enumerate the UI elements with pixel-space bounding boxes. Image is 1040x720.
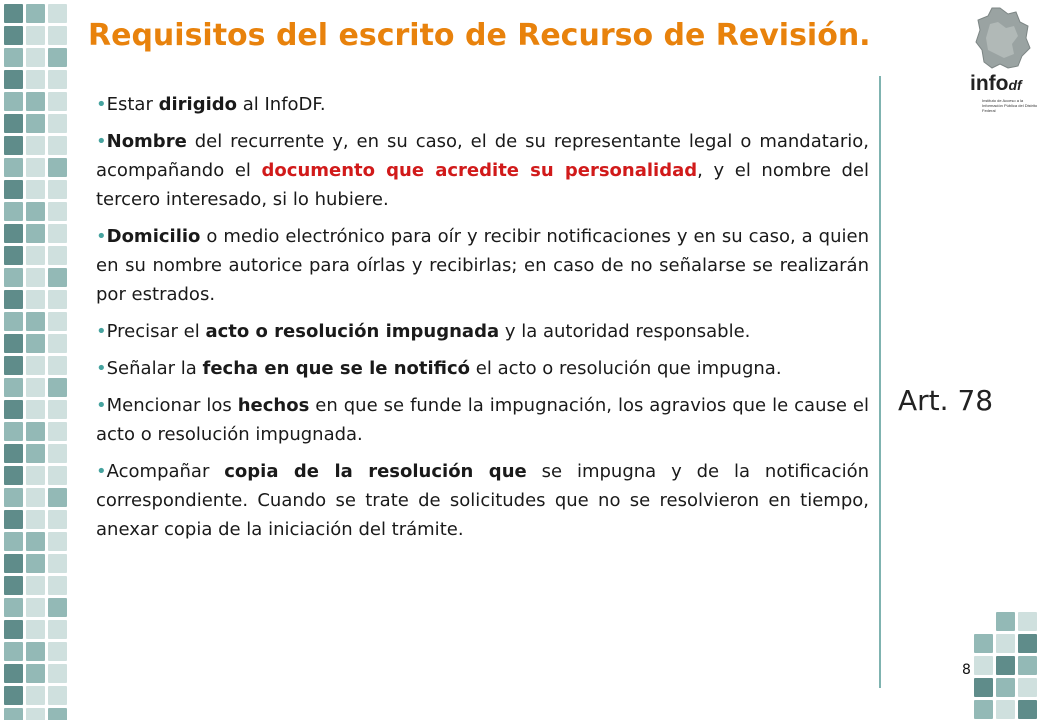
decorative-tile: [4, 532, 23, 551]
decorative-tile: [4, 620, 23, 639]
requirement-text: Estar: [106, 94, 159, 115]
decorative-tile: [26, 488, 45, 507]
decorative-tile: [48, 268, 67, 287]
requirement-text: , y el nombre del tercero interesado, si lo hubiere.: [96, 160, 870, 210]
vertical-divider: [879, 76, 881, 688]
decorative-tile: [48, 378, 67, 397]
decorative-tile: [26, 70, 45, 89]
decorative-tile: [26, 136, 45, 155]
decorative-tile: [996, 700, 1015, 719]
logo-main-text: info: [970, 72, 1009, 95]
decorative-tile: [26, 334, 45, 353]
requirement-text: y la autoridad responsable.: [499, 321, 751, 342]
decorative-tile: [48, 114, 67, 133]
decorative-tile: [996, 612, 1015, 631]
decorative-tile: [26, 356, 45, 375]
decorative-tile: [974, 656, 993, 675]
decorative-tile: [974, 700, 993, 719]
bullet-icon: •: [96, 321, 107, 342]
decorative-tile: [26, 708, 45, 720]
decorative-tile: [1018, 700, 1037, 719]
decorative-tile: [4, 356, 23, 375]
decorative-tile: [48, 312, 67, 331]
decorative-tile: [48, 356, 67, 375]
decorative-tile: [4, 136, 23, 155]
decorative-tile: [4, 246, 23, 265]
decorative-tile: [4, 202, 23, 221]
decorative-tile: [48, 444, 67, 463]
decorative-tile: [4, 158, 23, 177]
bullet-icon: •: [96, 94, 107, 115]
decorative-tile: [26, 642, 45, 661]
decorative-tile: [26, 202, 45, 221]
decorative-tile: [48, 48, 67, 67]
bullet-icon: •: [96, 395, 107, 416]
decorative-tile: [48, 4, 67, 23]
requirements-list: [96, 90, 869, 552]
article-reference: Art. 78: [898, 384, 994, 417]
decorative-tile: [4, 444, 23, 463]
requirement-emphasis: Nombre: [106, 131, 187, 152]
left-tile-strip: [0, 0, 84, 720]
logo-wordmark: [970, 72, 1022, 96]
decorative-tile: [26, 686, 45, 705]
decorative-tile: [26, 4, 45, 23]
decorative-tile: [26, 620, 45, 639]
decorative-tile: [48, 92, 67, 111]
decorative-tile: [4, 686, 23, 705]
decorative-tile: [26, 158, 45, 177]
decorative-tile: [48, 400, 67, 419]
decorative-tile: [48, 620, 67, 639]
decorative-tile: [4, 400, 23, 419]
decorative-tile: [26, 532, 45, 551]
requirement-emphasis: dirigido: [158, 94, 238, 115]
decorative-tile: [48, 510, 67, 529]
bottom-right-tile-cluster: [970, 610, 1040, 720]
decorative-tile: [26, 554, 45, 573]
decorative-tile: [4, 92, 23, 111]
decorative-tile: [48, 664, 67, 683]
decorative-tile: [26, 444, 45, 463]
decorative-tile: [4, 26, 23, 45]
requirement-emphasis: Domicilio: [106, 226, 201, 247]
bullet-icon: •: [96, 226, 107, 247]
decorative-tile: [1018, 634, 1037, 653]
decorative-tile: [48, 532, 67, 551]
decorative-tile: [26, 224, 45, 243]
decorative-tile: [996, 678, 1015, 697]
decorative-tile: [4, 268, 23, 287]
decorative-tile: [974, 678, 993, 697]
requirement-text: en que se funde la impugnación, los agravios que le cause el acto o resolución impugnada.: [96, 395, 869, 445]
decorative-tile: [26, 510, 45, 529]
decorative-tile: [1018, 612, 1037, 631]
decorative-tile: [26, 664, 45, 683]
decorative-tile: [4, 224, 23, 243]
decorative-tile: [48, 422, 67, 441]
decorative-tile: [48, 180, 67, 199]
requirement-text: el acto o resolución que impugna.: [470, 358, 782, 379]
requirement-text: Mencionar los: [106, 395, 238, 416]
decorative-tile: [48, 576, 67, 595]
page-number: 8: [962, 662, 971, 678]
decorative-tile: [48, 466, 67, 485]
requirement-item: [96, 127, 869, 214]
logo-suffix-text: df: [1008, 77, 1022, 93]
decorative-tile: [48, 686, 67, 705]
decorative-tile: [48, 642, 67, 661]
requirement-text: Señalar la: [106, 358, 203, 379]
requirement-item: [96, 457, 869, 544]
requirement-emphasis: hechos: [237, 395, 310, 416]
decorative-tile: [48, 598, 67, 617]
decorative-tile: [4, 466, 23, 485]
decorative-tile: [4, 48, 23, 67]
decorative-tile: [4, 378, 23, 397]
logo-subtitle: Instituto de Acceso a la Información Pública del Distrito Federal: [982, 98, 1038, 113]
decorative-tile: [4, 598, 23, 617]
requirement-emphasis: fecha en que se le notificó: [202, 358, 471, 379]
decorative-tile: [26, 576, 45, 595]
requirement-text: Precisar el: [106, 321, 206, 342]
decorative-tile: [26, 268, 45, 287]
decorative-tile: [996, 634, 1015, 653]
decorative-tile: [26, 92, 45, 111]
decorative-tile: [48, 158, 67, 177]
decorative-tile: [26, 114, 45, 133]
decorative-tile: [26, 290, 45, 309]
decorative-tile: [26, 598, 45, 617]
requirement-item: [96, 391, 869, 449]
requirement-text: se impugna y de la notificación correspondiente. Cuando se trate de solicitudes que no se resolvieron en tiempo, anexar copia de la iniciación del trámite.: [96, 461, 869, 540]
decorative-tile: [48, 224, 67, 243]
decorative-tile: [48, 708, 67, 720]
decorative-tile: [1018, 678, 1037, 697]
slide-title: Requisitos del escrito de Recurso de Revisión.: [88, 18, 871, 53]
decorative-tile: [48, 202, 67, 221]
decorative-tile: [26, 26, 45, 45]
requirement-item: [96, 222, 869, 309]
bullet-icon: •: [96, 461, 107, 482]
requirement-text: del recurrente y, en su caso, el de su representante legal o mandatario, acompañando el: [96, 131, 869, 181]
decorative-tile: [4, 290, 23, 309]
decorative-tile: [48, 70, 67, 89]
decorative-tile: [48, 26, 67, 45]
decorative-tile: [4, 510, 23, 529]
decorative-tile: [48, 554, 67, 573]
decorative-tile: [4, 180, 23, 199]
bullet-icon: •: [96, 131, 107, 152]
decorative-tile: [26, 422, 45, 441]
decorative-tile: [48, 488, 67, 507]
requirement-text: Acompañar: [106, 461, 225, 482]
decorative-tile: [4, 708, 23, 720]
decorative-tile: [4, 312, 23, 331]
decorative-tile: [996, 656, 1015, 675]
decorative-tile: [26, 48, 45, 67]
decorative-tile: [4, 422, 23, 441]
decorative-tile: [26, 378, 45, 397]
decorative-tile: [1018, 656, 1037, 675]
requirement-emphasis: documento que acredite su personalidad: [261, 160, 698, 181]
decorative-tile: [26, 466, 45, 485]
requirement-item: [96, 317, 869, 346]
requirement-text: o medio electrónico para oír y recibir notificaciones y en su caso, a quien en su nombre autorice para oírlas y recibirlas; en caso de no señalarse se realizarán por estrados.: [96, 226, 869, 305]
decorative-tile: [26, 180, 45, 199]
decorative-tile: [4, 334, 23, 353]
decorative-tile: [4, 70, 23, 89]
decorative-tile: [4, 576, 23, 595]
requirement-text: al InfoDF.: [237, 94, 326, 115]
decorative-tile: [4, 4, 23, 23]
decorative-tile: [4, 642, 23, 661]
requirement-item: [96, 354, 869, 383]
requirement-emphasis: acto o resolución impugnada: [205, 321, 500, 342]
requirement-item: [96, 90, 869, 119]
decorative-tile: [4, 114, 23, 133]
decorative-tile: [974, 634, 993, 653]
decorative-tile: [26, 246, 45, 265]
decorative-tile: [48, 136, 67, 155]
decorative-tile: [48, 334, 67, 353]
bullet-icon: •: [96, 358, 107, 379]
decorative-tile: [4, 488, 23, 507]
decorative-tile: [48, 290, 67, 309]
decorative-tile: [48, 246, 67, 265]
decorative-tile: [26, 400, 45, 419]
requirement-emphasis: copia de la resolución que: [224, 461, 527, 482]
decorative-tile: [4, 664, 23, 683]
decorative-tile: [26, 312, 45, 331]
decorative-tile: [4, 554, 23, 573]
